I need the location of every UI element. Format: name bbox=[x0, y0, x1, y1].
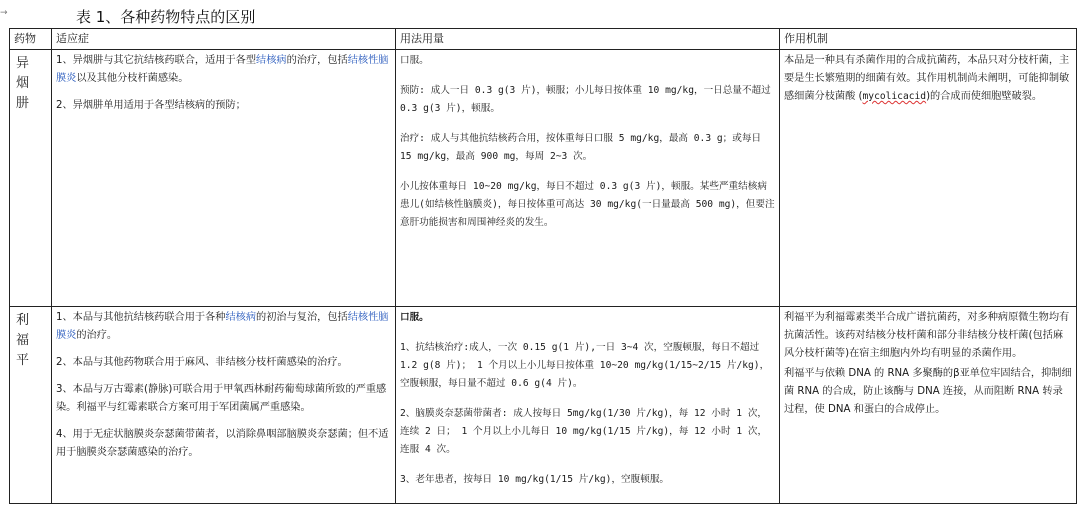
usage-isoniazid-treatment: 治疗: 成人与其他抗结核药合用，按体重每日口服 5 mg/kg，最高 0.3 g；或每日 15 mg/kg，最高 900 mg，每周 2~3 次。 bbox=[400, 133, 762, 162]
header-usage: 用法用量 bbox=[396, 29, 780, 50]
indication-isoniazid bbox=[52, 50, 396, 307]
table-caption: 表 1、各种药物特点的区别 bbox=[76, 8, 256, 26]
mechanism-rifampicin-p1: 利福平为利福霉素类半合成广谱抗菌药，对多种病原微生物均有抗菌活性。该药对结核分枝杆菌和部分非结核分枝杆菌(包括麻风分枝杆菌等)在宿主细胞内外均有明显的杀菌作用。 bbox=[784, 312, 1070, 359]
header-row bbox=[10, 29, 1077, 50]
usage-rifampicin-route: 口服。 bbox=[400, 312, 429, 323]
text-span: 1、异烟肼与其它抗结核药联合，适用于各型 bbox=[56, 55, 257, 66]
drug-name-rifampicin: 利 福 平 bbox=[10, 307, 52, 504]
indication-rifampicin-item-1 bbox=[56, 309, 391, 345]
usage-rifampicin-tb: 1、抗结核治疗:成人，一次 0.15 g(1 片),一日 3~4 次，空腹顿服，每日不超过 1.2 g(8 片)； 1 个月以上小儿每日按体重 10~20 mg/kg(1/15~2/15 片/kg)，空腹顿服，每日量不超过 0.6 g(4 片)。 bbox=[400, 342, 770, 389]
header-indication: 适应症 bbox=[52, 29, 396, 50]
text-span: 本品是一种具有杀菌作用的合成抗菌药，本品只对分枝杆菌，主要是生长繁殖期的细菌有效。其作用机制尚未阐明，可能抑制敏感细菌分枝菌酸 ( bbox=[784, 55, 1070, 102]
header-mechanism: 作用机制 bbox=[780, 29, 1077, 50]
text-span: 1、本品与其他抗结核药联合用于各种 bbox=[56, 312, 226, 323]
drug-name-isoniazid: 异 烟 肼 bbox=[10, 50, 52, 307]
text-span: 以及其他分枝杆菌感染。 bbox=[76, 73, 189, 84]
table-row-rifampicin bbox=[10, 307, 1077, 504]
text-span: )的合成而使细胞壁破裂。 bbox=[926, 91, 1043, 102]
drug-comparison-table bbox=[9, 28, 1077, 504]
mechanism-rifampicin-p2: 利福平与依赖 DNA 的 RNA 多聚酶的β亚单位牢固结合，抑制细菌 RNA 的合成，防止该酶与 DNA 连接，从而阻断 RNA 转录过程，使 DNA 和蛋白的合成停止。 bbox=[784, 368, 1072, 415]
mechanism-rifampicin bbox=[780, 307, 1077, 504]
usage-rifampicin bbox=[396, 307, 780, 504]
indication-isoniazid-item-1 bbox=[56, 52, 391, 88]
mechanism-isoniazid bbox=[780, 50, 1077, 307]
indication-rifampicin-item-2: 2、本品与其他药物联合用于麻风、非结核分枝杆菌感染的治疗。 bbox=[56, 357, 348, 368]
indication-rifampicin-item-3: 3、本品与万古霉素(静脉)可联合用于甲氧西林耐药葡萄球菌所致的严重感染。利福平与红霉素联合方案可用于军团菌属严重感染。 bbox=[56, 384, 387, 413]
text-span: 的初治与复治，包括 bbox=[256, 312, 348, 323]
header-drug: 药物 bbox=[10, 29, 52, 50]
tb-meningitis-link[interactable]: 结核性脑膜炎 bbox=[56, 55, 389, 84]
usage-isoniazid-route: 口服。 bbox=[400, 55, 429, 66]
usage-isoniazid-prevention: 预防: 成人一日 0.3 g(3 片)，顿服；小儿每日按体重 10 mg/kg，一日总量不超过 0.3 g(3 片)，顿服。 bbox=[400, 85, 771, 114]
mycolicacid-term: mycolicacid bbox=[862, 91, 927, 102]
text-span: 的治疗。 bbox=[76, 330, 118, 341]
usage-rifampicin-meningococcal: 2、脑膜炎奈瑟菌带菌者: 成人按每日 5mg/kg(1/30 片/kg)，每 12 小时 1 次，连续 2 日； 1 个月以上小儿每日 10 mg/kg(1/15 片/kg)，每 12 小时 1 次，连服 4 次。 bbox=[400, 408, 768, 455]
indication-rifampicin bbox=[52, 307, 396, 504]
tb-meningitis-link[interactable]: 结核性脑膜炎 bbox=[56, 312, 389, 341]
tuberculosis-link[interactable]: 结核病 bbox=[256, 55, 287, 66]
text-span: 的治疗，包括 bbox=[286, 55, 348, 66]
indication-isoniazid-item-2: 2、异烟肼单用适用于各型结核病的预防； bbox=[56, 100, 246, 111]
tuberculosis-link[interactable]: 结核病 bbox=[225, 312, 257, 323]
mechanism-isoniazid-text bbox=[784, 52, 1072, 106]
paragraph-marker-icon: → bbox=[0, 8, 8, 18]
usage-rifampicin-elderly: 3、老年患者，按每日 10 mg/kg(1/15 片/kg)，空腹顿服。 bbox=[400, 474, 670, 485]
table-row-isoniazid bbox=[10, 50, 1077, 307]
usage-isoniazid bbox=[396, 50, 780, 307]
usage-isoniazid-children: 小儿按体重每日 10~20 mg/kg，每日不超过 0.3 g(3 片)，顿服。某些严重结核病患儿(如结核性脑膜炎)，每日按体重可高达 30 mg/kg(一日量最高 500 mg)，但要注意肝功能损害和周围神经炎的发生。 bbox=[400, 181, 775, 228]
indication-rifampicin-item-4: 4、用于无症状脑膜炎奈瑟菌带菌者，以消除鼻咽部脑膜炎奈瑟菌；但不适用于脑膜炎奈瑟菌感染的治疗。 bbox=[56, 429, 389, 458]
